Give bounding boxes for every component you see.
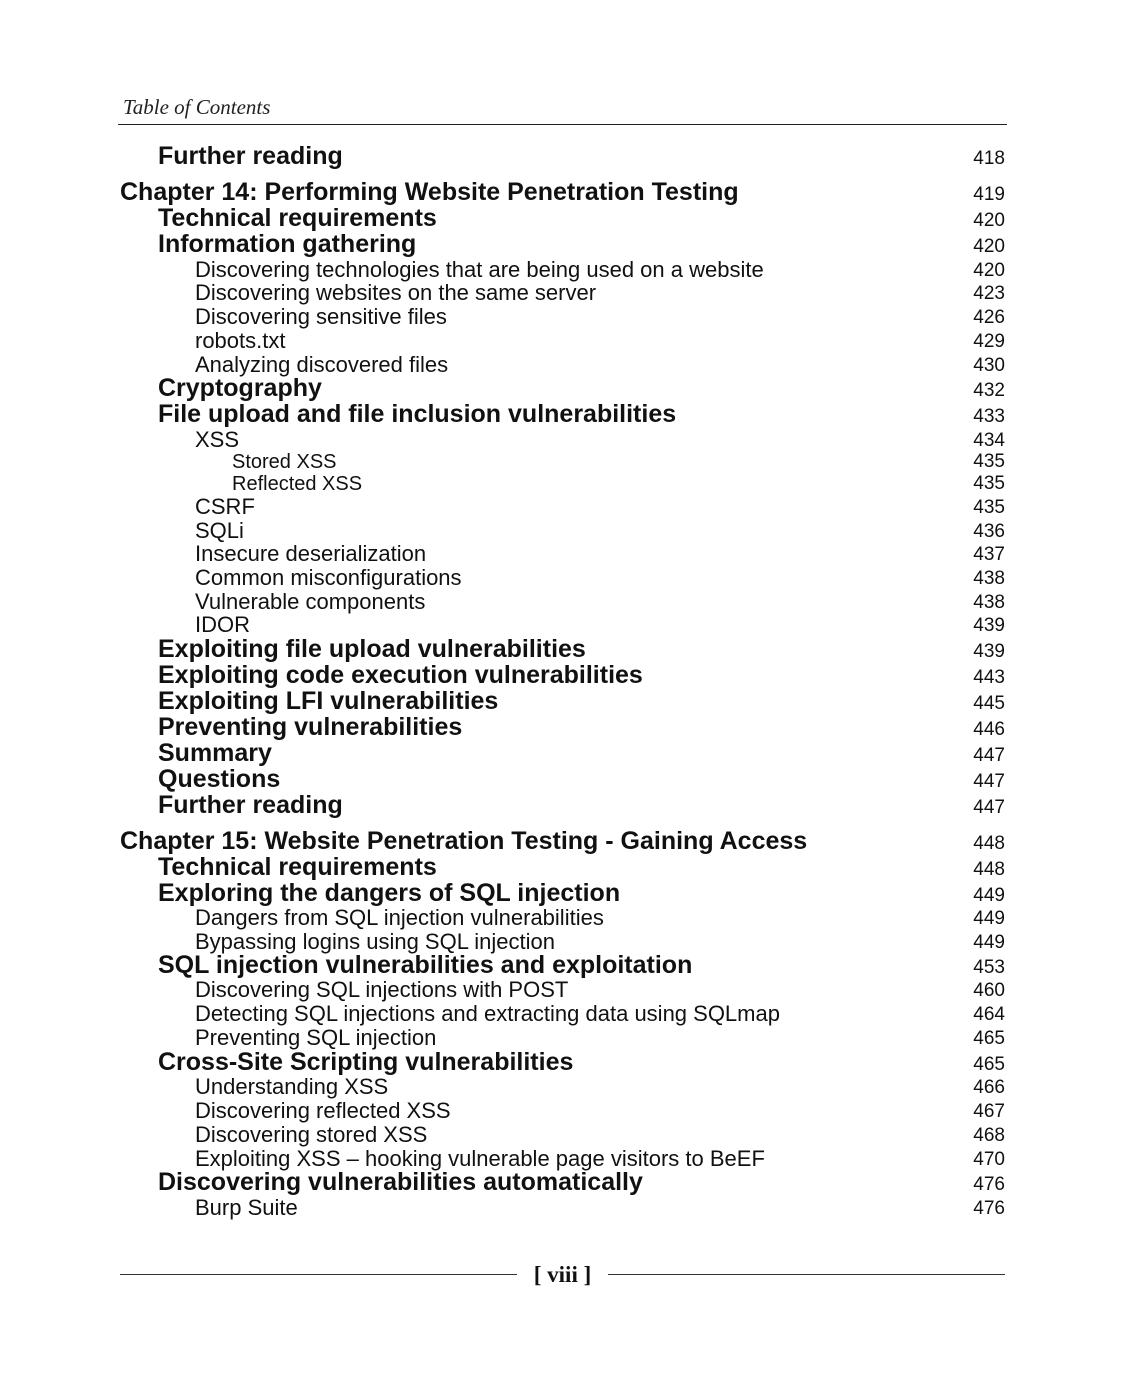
toc-entry-page: 435 (973, 473, 1005, 494)
toc-entry-title: Chapter 15: Website Penetration Testing - Gaining Access (120, 827, 808, 855)
toc-entry-page: 438 (973, 568, 1005, 589)
toc-entry-page: 465 (973, 1028, 1005, 1049)
footer-divider-right (608, 1274, 1005, 1275)
toc-entry-title: Detecting SQL injections and extracting data using SQLmap (195, 1001, 780, 1026)
toc-entry-title: Information gathering (158, 230, 417, 258)
toc-entry-page: 470 (973, 1149, 1005, 1170)
toc-entry-title: Discovering sensitive files (195, 304, 447, 329)
toc-entry-page: 464 (973, 1004, 1005, 1025)
toc-entry-page: 448 (973, 859, 1005, 880)
toc-entry-page: 453 (973, 957, 1005, 978)
toc-entry-title: Preventing SQL injection (195, 1025, 437, 1050)
toc-entry-page: 449 (973, 885, 1005, 906)
toc-entry-page: 447 (973, 771, 1005, 792)
toc-entry-title: Discovering stored XSS (195, 1122, 428, 1147)
toc-entry-page: 467 (973, 1101, 1005, 1122)
toc-entry-page: 465 (973, 1054, 1005, 1075)
toc-entry-title: Cross-Site Scripting vulnerabilities (158, 1048, 574, 1076)
toc-entry-title: Exploring the dangers of SQL injection (158, 879, 621, 907)
page-number: [ viii ] (533, 1262, 592, 1287)
toc-entry-page: 435 (973, 497, 1005, 518)
toc-entry-page: 423 (973, 283, 1005, 304)
toc-entry-title: Summary (158, 739, 272, 767)
toc-entry-row (0, 789, 1125, 819)
toc-entry-page: 447 (973, 745, 1005, 766)
toc-entry-page: 429 (973, 331, 1005, 352)
toc-entry-title: XSS (195, 427, 240, 452)
toc-entry-page: 436 (973, 521, 1005, 542)
toc-entry-page: 430 (973, 355, 1005, 376)
toc-entry-page: 439 (973, 615, 1005, 636)
toc-entry-page: 420 (973, 260, 1005, 281)
toc-entry-page: 426 (973, 307, 1005, 328)
footer-divider-left (120, 1274, 517, 1275)
toc-entry-page: 476 (973, 1198, 1005, 1219)
toc-entry-title: Bypassing logins using SQL injection (195, 929, 555, 954)
toc-entry-title: Discovering SQL injections with POST (195, 977, 569, 1002)
toc-entry-title: Understanding XSS (195, 1074, 389, 1099)
header-divider (118, 124, 1007, 125)
toc-entry-title: Cryptography (158, 374, 322, 402)
toc-entry-page: 443 (973, 667, 1005, 688)
toc-entry-title: Discovering reflected XSS (195, 1098, 451, 1123)
toc-entry-title: Preventing vulnerabilities (158, 713, 463, 741)
toc-entry-title: Vulnerable components (195, 589, 426, 614)
toc-entry-title: Exploiting code execution vulnerabilities (158, 661, 643, 689)
toc-entry-title: Questions (158, 765, 281, 793)
toc-entry-title: Further reading (158, 791, 343, 819)
toc-entry-title: Stored XSS (232, 451, 337, 473)
toc-entry-page: 439 (973, 641, 1005, 662)
toc-entry-title: robots.txt (195, 328, 286, 353)
toc-entry-page: 448 (973, 833, 1005, 854)
toc-entry-page: 468 (973, 1125, 1005, 1146)
toc-entry-title: Reflected XSS (232, 473, 363, 495)
toc-entry-page: 437 (973, 544, 1005, 565)
toc-entry-title: Discovering technologies that are being used on a website (195, 257, 764, 282)
toc-entry-page: 420 (973, 236, 1005, 257)
toc-entry-title: SQLi (195, 518, 244, 543)
toc-entry-title: Discovering websites on the same server (195, 280, 597, 305)
toc-entry-page: 446 (973, 719, 1005, 740)
toc-entry-title: IDOR (195, 612, 250, 637)
toc-entry-page: 445 (973, 693, 1005, 714)
toc-entry-page: 419 (973, 184, 1005, 205)
toc-entry-title: Exploiting LFI vulnerabilities (158, 687, 499, 715)
toc-entry-page: 466 (973, 1077, 1005, 1098)
toc-entry-title: CSRF (195, 494, 255, 519)
toc-entry-page: 420 (973, 210, 1005, 231)
toc-entry-page: 449 (973, 932, 1005, 953)
toc-entry-title: Analyzing discovered files (195, 352, 449, 377)
toc-entry-title: Exploiting XSS – hooking vulnerable page visitors to BeEF (195, 1146, 765, 1171)
toc-entry-page: 476 (973, 1174, 1005, 1195)
toc-entry-title: Further reading (158, 142, 343, 170)
toc-entry-page: 460 (973, 980, 1005, 1001)
toc-entry-title: Burp Suite (195, 1195, 298, 1220)
toc-entry-title: Dangers from SQL injection vulnerabilities (195, 905, 604, 930)
toc-entry-title: SQL injection vulnerabilities and exploitation (158, 951, 693, 979)
toc-entry-title: File upload and file inclusion vulnerabilities (158, 400, 677, 428)
toc-entry-title: Common misconfigurations (195, 565, 462, 590)
running-header: Table of Contents (123, 95, 271, 119)
toc-entry-page: 435 (973, 451, 1005, 472)
toc-entry-row (0, 140, 1125, 170)
toc-entry-title: Exploiting file upload vulnerabilities (158, 635, 586, 663)
toc-entry-page: 432 (973, 380, 1005, 401)
toc-entry-title: Chapter 14: Performing Website Penetration Testing (120, 178, 739, 206)
toc-entry-title: Discovering vulnerabilities automatically (158, 1168, 643, 1196)
toc-entry-page: 433 (973, 406, 1005, 427)
toc-entry-page: 418 (973, 148, 1005, 169)
toc-entry-page: 447 (973, 797, 1005, 818)
toc-entry-title: Technical requirements (158, 853, 437, 881)
toc-entry-page: 434 (973, 430, 1005, 451)
toc-entry-page: 449 (973, 908, 1005, 929)
toc-entry-row (0, 1190, 1125, 1220)
toc-entry-page: 438 (973, 592, 1005, 613)
toc-entry-title: Technical requirements (158, 204, 437, 232)
toc-entry-title: Insecure deserialization (195, 541, 427, 566)
